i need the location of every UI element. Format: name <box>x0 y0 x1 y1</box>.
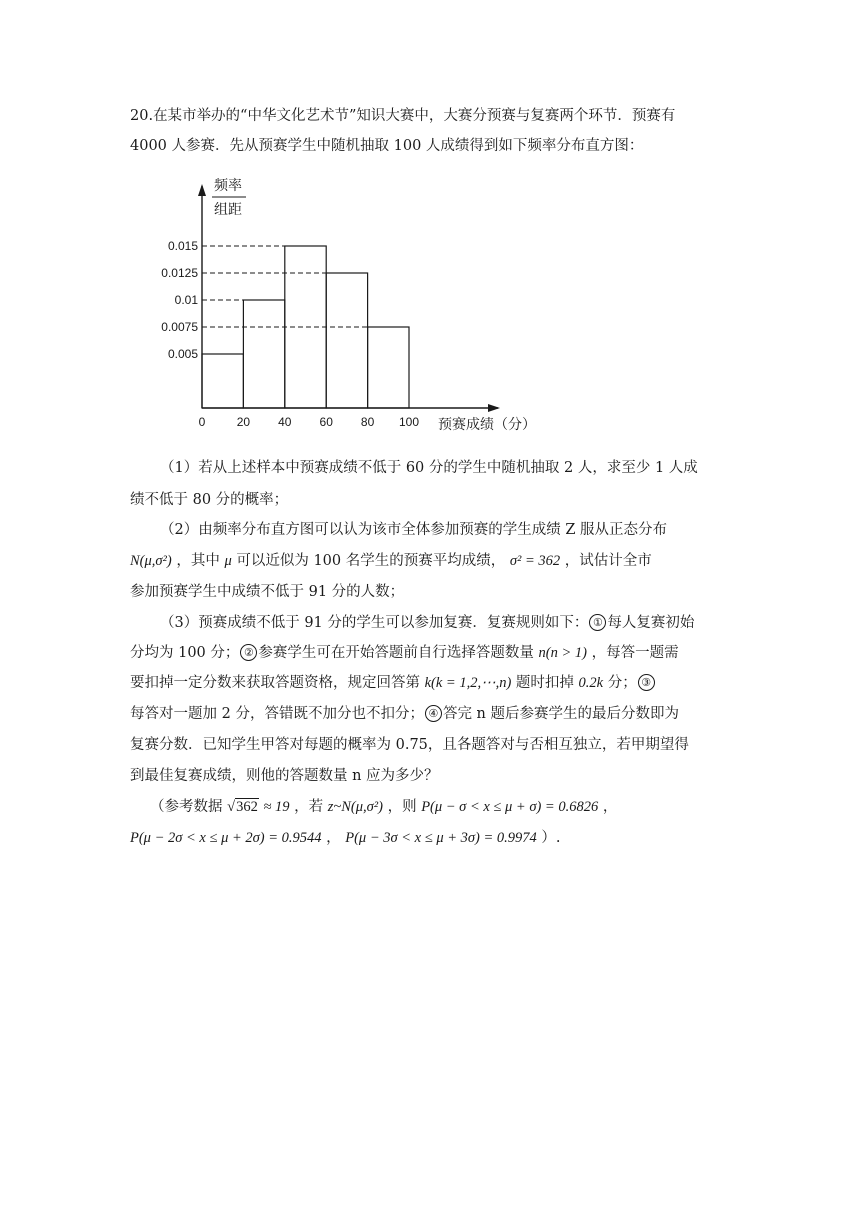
y-tick-label: 0.0075 <box>161 320 198 334</box>
histogram-bar <box>202 354 243 408</box>
x-tick-label: 60 <box>319 415 333 429</box>
ref-line-2 <box>130 828 561 848</box>
sigma-equation: σ² = 362 <box>509 553 561 569</box>
q3-text-2c: ，每答一题需 <box>591 645 679 661</box>
n-condition: n(n > 1) <box>538 645 587 661</box>
x-tick-label: 100 <box>398 415 420 429</box>
q3-text-3c: 分； <box>607 675 637 691</box>
y-tick-label: 0.005 <box>167 347 198 361</box>
q2-line-1: （2）由频率分布直方图可以认为该市全体参加预赛的学生成绩 Z 服从正态分布 <box>160 522 668 538</box>
y-tick-label: 0.0125 <box>161 266 198 280</box>
sqrt-argument: 362 <box>236 799 258 815</box>
q3-line-2 <box>130 643 679 663</box>
x-tick-label: 0 <box>198 415 206 429</box>
deduction-expr: 0.2k <box>578 675 604 691</box>
q3-text-3a: 要扣掉一定分数来获取答题资格，规定回答第 <box>130 675 420 691</box>
axis-labels <box>212 177 536 432</box>
x-tick-label: 80 <box>360 415 375 429</box>
ref-close: ）. <box>541 830 561 846</box>
problem-intro-line-2: 4000 人参赛．先从预赛学生中随机抽取 100 人成绩得到如下频率分布直方图： <box>130 138 644 154</box>
x-axis-arrow-icon <box>488 404 500 412</box>
q3-text-4a: 每答对一题加 2 分，答错既不加分也不扣分； <box>130 706 424 722</box>
ref-if: ，若 <box>294 799 324 815</box>
tick-labels <box>161 239 419 429</box>
histogram-bars <box>202 246 409 408</box>
ref-comma-2: ， <box>326 830 341 846</box>
q3-line-3 <box>130 673 656 693</box>
prob-three-sigma: P(μ − 3σ < x ≤ μ + 3σ) = 0.9974 <box>345 830 537 846</box>
frequency-histogram <box>161 172 550 442</box>
q1-line-2: 绩不低于 80 分的概率； <box>130 492 289 508</box>
q3-line-1 <box>160 613 694 633</box>
q3-text-4b: 答完 n 题后参赛学生的最后分数即为 <box>442 706 680 722</box>
ref-open: （参考数据 <box>150 799 223 815</box>
prob-two-sigma: P(μ − 2σ < x ≤ μ + 2σ) = 0.9544 <box>130 830 322 846</box>
circled-2: ② <box>240 644 257 661</box>
mu-symbol: μ <box>224 553 232 569</box>
y-tick-label: 0.01 <box>174 293 198 307</box>
x-axis-label: 预赛成绩（分） <box>438 416 536 432</box>
y-label-denominator: 组距 <box>214 201 242 217</box>
q2-line-3: 参加预赛学生中成绩不低于 91 分的人数； <box>130 584 405 600</box>
q2-line-2 <box>130 551 652 571</box>
q3-line-4 <box>130 704 679 724</box>
y-tick-label: 0.015 <box>167 239 198 253</box>
problem-number: 20. <box>130 108 154 124</box>
histogram-bar <box>243 300 284 408</box>
x-tick-label: 20 <box>236 415 251 429</box>
q2-text-b: 可以近似为 100 名学生的预赛平均成绩， <box>236 553 506 569</box>
q1-line-1: （1）若从上述样本中预赛成绩不低于 60 分的学生中随机抽取 2 人，求至少 1 人成 <box>160 460 698 476</box>
problem-intro-line-1 <box>130 106 675 126</box>
q2-text-c: ，试估计全市 <box>564 553 652 569</box>
q3-text-2a: 分均为 100 分； <box>130 645 240 661</box>
x-tick-label: 40 <box>278 415 292 429</box>
normal-dist-expr: N(μ,σ²) <box>130 553 172 569</box>
k-condition: k(k = 1,2,⋯,n) <box>424 675 512 691</box>
q3-text-1b: 每人复赛初始 <box>607 615 695 631</box>
histogram-bar <box>368 327 409 408</box>
ref-then: ，则 <box>387 799 417 815</box>
y-label-numerator: 频率 <box>214 177 242 193</box>
q3-text-1a: （3）预赛成绩不低于 91 分的学生可以参加复赛．复赛规则如下： <box>160 615 589 631</box>
circled-1: ① <box>589 614 606 631</box>
circled-3: ③ <box>638 674 655 691</box>
y-axis-arrow-icon <box>198 184 206 196</box>
q2-text-a: ，其中 <box>176 553 220 569</box>
q3-line-6: 到最佳复赛成绩，则他的答题数量 n 应为多少？ <box>130 768 439 784</box>
ref-line-1 <box>150 797 617 817</box>
q3-text-2b: 参赛学生可在开始答题前自行选择答题数量 <box>258 645 534 661</box>
intro-text-1: 在某市举办的“中华文化艺术节”知识大赛中，大赛分预赛与复赛两个环节．预赛有 <box>153 108 676 124</box>
sqrt-expr: √362 <box>227 799 258 815</box>
q3-line-5: 复赛分数．已知学生甲答对每题的概率为 0.75，且各题答对与否相互独立，若甲期望得 <box>130 737 689 753</box>
z-distribution: z~N(μ,σ²) <box>327 799 383 815</box>
approx-value: ≈ 19 <box>263 799 290 815</box>
q3-text-3b: 题时扣掉 <box>515 675 574 691</box>
prob-one-sigma: P(μ − σ < x ≤ μ + σ) = 0.6826 <box>421 799 599 815</box>
histogram-bar <box>326 273 367 408</box>
circled-4: ④ <box>425 705 442 722</box>
ref-comma-1: ， <box>602 799 618 815</box>
